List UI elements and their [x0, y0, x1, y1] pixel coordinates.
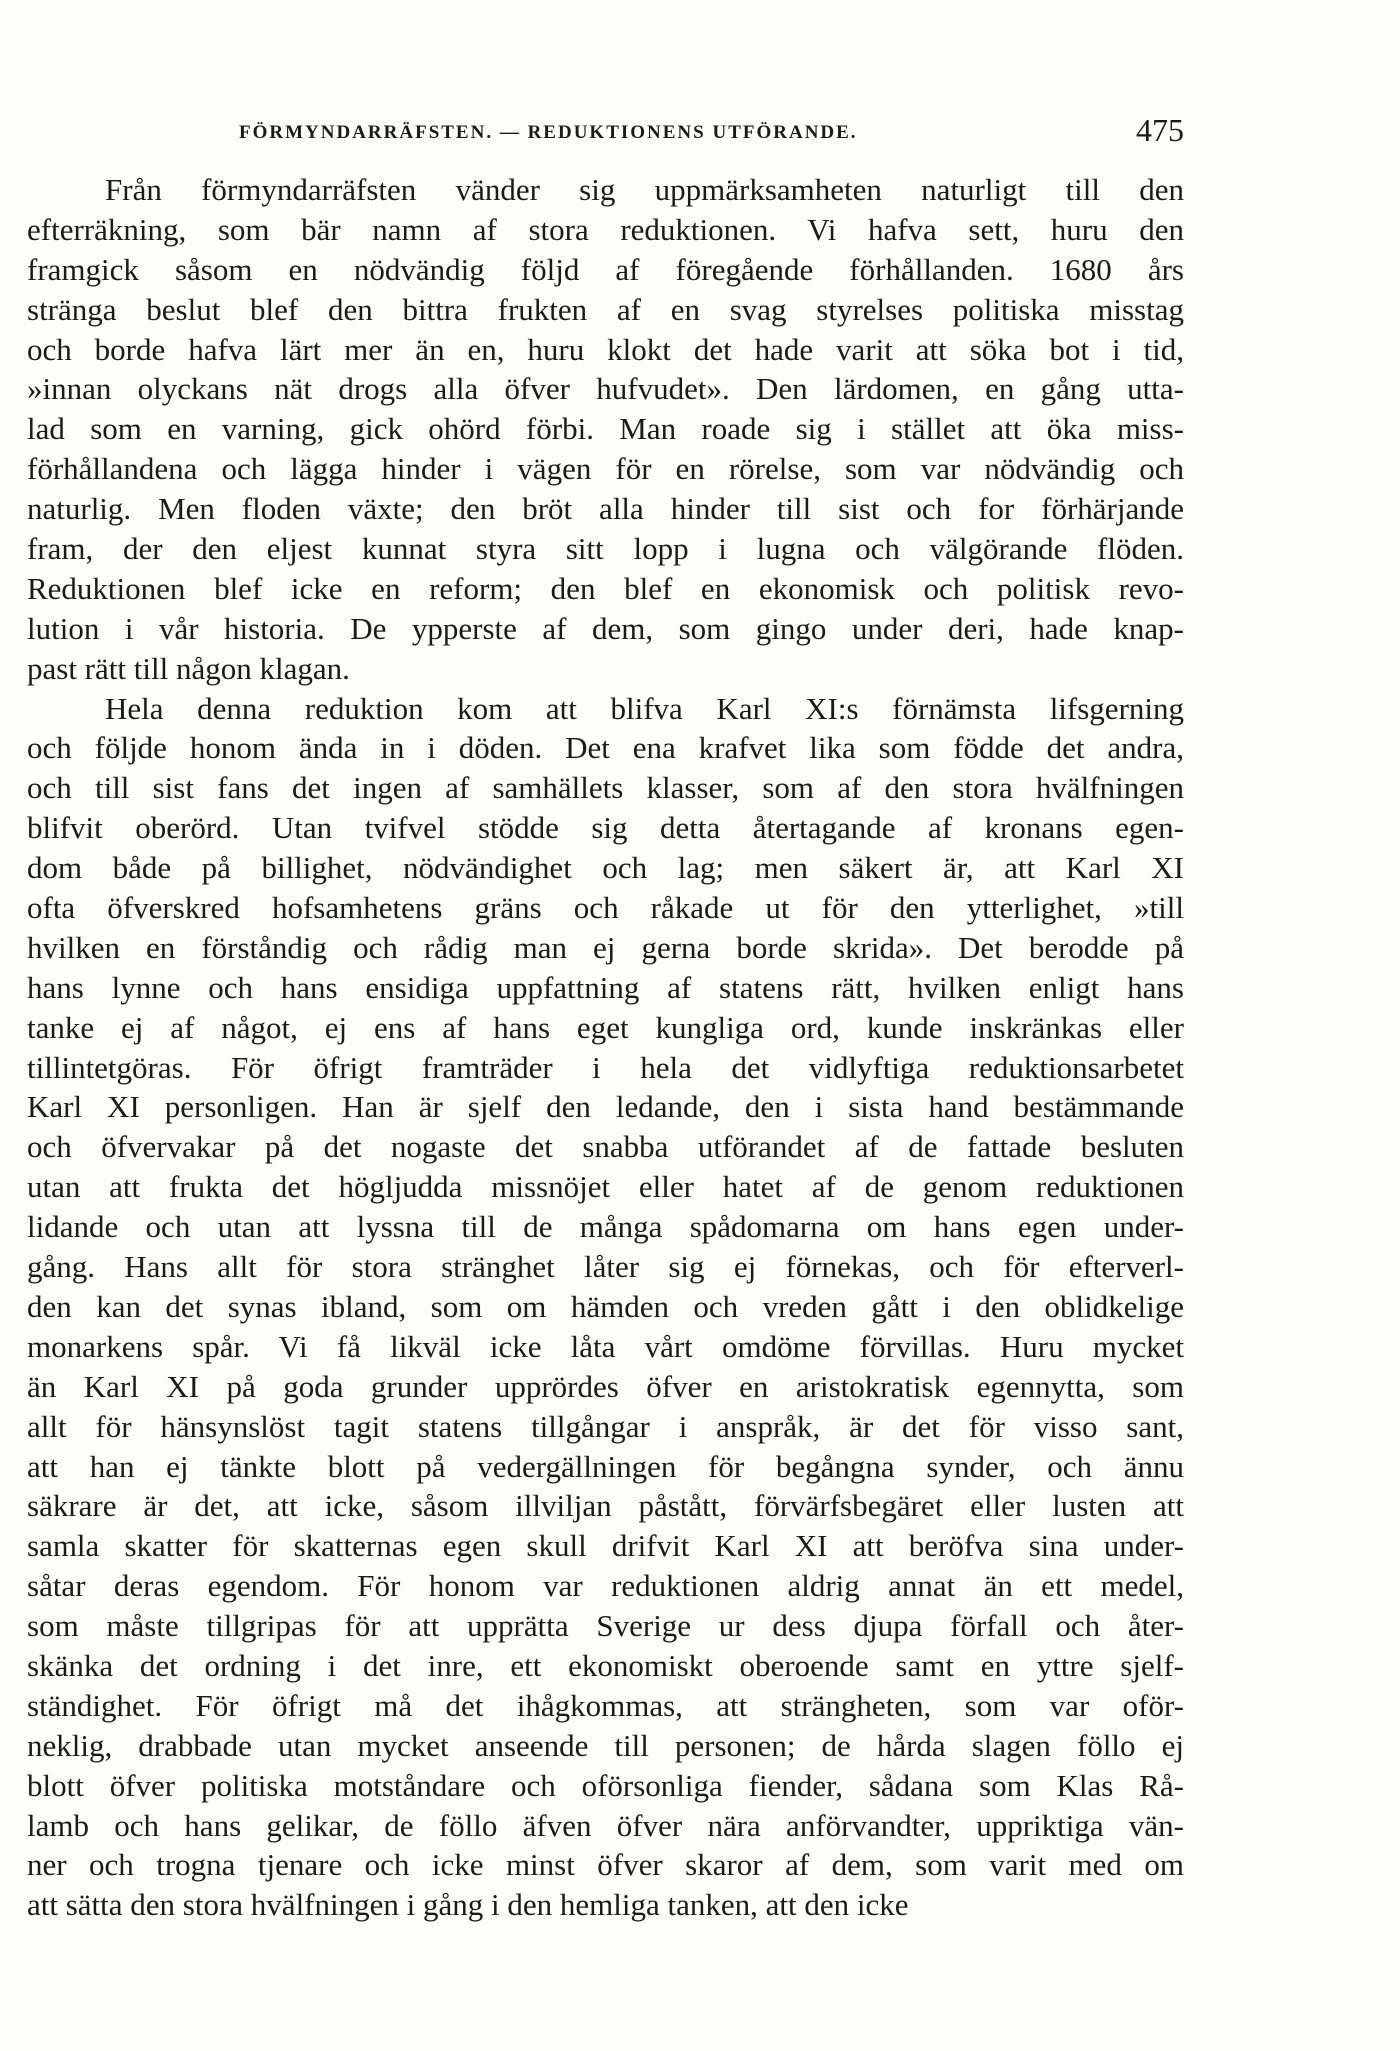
- text-line: ner och trogna tjenare och icke minst öfver skaror af dem, som varit med om: [27, 1847, 1184, 1883]
- text-line: och borde hafva lärt mer än en, huru klokt det hade varit att söka bot i tid,: [27, 331, 1184, 367]
- text-line: säkrare är det, att icke, såsom illviljan påstått, förvärfsbegäret eller lusten att: [27, 1488, 1184, 1524]
- text-line: som måste tillgripas för att upprätta Sverige ur dess djupa förfall och åter-: [27, 1608, 1184, 1644]
- text-line: hans lynne och hans ensidiga uppfattning af statens rätt, hvilken enligt hans: [27, 969, 1184, 1005]
- text-line: fram, der den eljest kunnat styra sitt lopp i lugna och välgörande flöden.: [27, 531, 1184, 567]
- text-line: stränga beslut blef den bittra frukten af en svag styrelses politiska misstag: [27, 291, 1184, 327]
- text-line: Hela denna reduktion kom att blifva Karl XI:s förnämsta lifsgerning: [105, 690, 1184, 726]
- text-line: utan att frukta det högljudda missnöjet eller hatet af de genom reduktionen: [27, 1169, 1184, 1205]
- text-line: och till sist fans det ingen af samhällets klasser, som af den stora hvälfningen: [27, 770, 1184, 806]
- text-line: monarkens spår. Vi få likväl icke låta vårt omdöme förvillas. Huru mycket: [27, 1328, 1184, 1364]
- text-line: lamb och hans gelikar, de föllo äfven öfver nära anförvandter, uppriktiga vän-: [27, 1807, 1184, 1843]
- text-line: dom både på billighet, nödvändighet och lag; men säkert är, att Karl XI: [27, 850, 1184, 886]
- text-line: samla skatter för skatternas egen skull drifvit Karl XI att beröfva sina under-: [27, 1528, 1184, 1564]
- text-line: lad som en varning, gick ohörd förbi. Man roade sig i stället att öka miss-: [27, 411, 1184, 447]
- text-line: naturlig. Men floden växte; den bröt alla hinder till sist och for förhärjande: [27, 491, 1184, 527]
- text-line: Från förmyndarräfsten vänder sig uppmärksamheten naturligt till den: [105, 172, 1184, 207]
- text-line: den kan det synas ibland, som om hämden och vreden gått i den oblidkelige: [27, 1288, 1184, 1324]
- text-line: tanke ej af något, ej ens af hans eget kungliga ord, kunde inskränkas eller: [27, 1009, 1184, 1045]
- text-line: lution i vår historia. De ypperste af dem, som gingo under deri, hade knap-: [27, 610, 1184, 646]
- page-number: 475: [1136, 112, 1184, 148]
- text-line: än Karl XI på goda grunder upprördes öfver en aristokratisk egennytta, som: [27, 1368, 1184, 1404]
- text-line: Karl XI personligen. Han är sjelf den ledande, den i sista hand bestämmande: [27, 1089, 1184, 1125]
- text-line: lidande och utan att lyssna till de många spådomarna om hans egen under-: [27, 1209, 1184, 1245]
- text-line: förhållandena och lägga hinder i vägen för en rörelse, som var nödvändig och: [27, 451, 1184, 487]
- text-line: att sätta den stora hvälfningen i gång i den hemliga tanken, att den icke: [27, 1887, 909, 1923]
- text-line: och öfvervakar på det nogaste det snabba utförandet af de fattade besluten: [27, 1129, 1184, 1165]
- text-line: efterräkning, som bär namn af stora reduktionen. Vi hafva sett, huru den: [27, 211, 1184, 247]
- text-line: neklig, drabbade utan mycket anseende till personen; de hårda slagen föllo ej: [27, 1727, 1184, 1763]
- text-line: och följde honom ända in i döden. Det ena krafvet lika som födde det andra,: [27, 730, 1184, 766]
- page-header: [239, 112, 1184, 152]
- text-line: att han ej tänkte blott på vedergällningen för begångna synder, och ännu: [27, 1448, 1184, 1484]
- body-text: [27, 170, 1184, 1925]
- text-line: hvilken en förståndig och rådig man ej gerna borde skrida». Det berodde på: [27, 929, 1184, 965]
- text-line: »innan olyckans nät drogs alla öfver hufvudet». Den lärdomen, en gång utta-: [27, 371, 1184, 407]
- running-head: FÖRMYNDARRÄFSTEN. — REDUKTIONENS UTFÖRANDE.: [239, 122, 858, 143]
- text-line: past rätt till någon klagan.: [27, 650, 350, 686]
- text-line: ständighet. För öfrigt må det ihågkommas, att strängheten, som var oför-: [27, 1687, 1184, 1723]
- text-line: skänka det ordning i det inre, ett ekonomiskt oberoende samt en yttre sjelf-: [27, 1647, 1184, 1683]
- text-line: blifvit oberörd. Utan tvifvel stödde sig detta återtagande af kronans egen-: [27, 810, 1184, 846]
- text-line: Reduktionen blef icke en reform; den blef en ekonomisk och politisk revo-: [27, 570, 1184, 606]
- text-line: gång. Hans allt för stora stränghet låter sig ej förnekas, och för efterverl-: [27, 1249, 1184, 1285]
- text-line: allt för hänsynslöst tagit statens tillgångar i anspråk, är det för visso sant,: [27, 1408, 1184, 1444]
- text-line: ofta öfverskred hofsamhetens gräns och råkade ut för den ytterlighet, »till: [27, 890, 1184, 926]
- text-line: blott öfver politiska motståndare och oförsonliga fiender, sådana som Klas Rå-: [27, 1767, 1184, 1803]
- text-line: såtar deras egendom. För honom var reduktionen aldrig annat än ett medel,: [27, 1568, 1184, 1604]
- text-line: framgick såsom en nödvändig följd af föregående förhållanden. 1680 års: [27, 251, 1184, 287]
- text-line: tillintetgöras. För öfrigt framträder i hela det vidlyftiga reduktionsarbetet: [27, 1049, 1184, 1085]
